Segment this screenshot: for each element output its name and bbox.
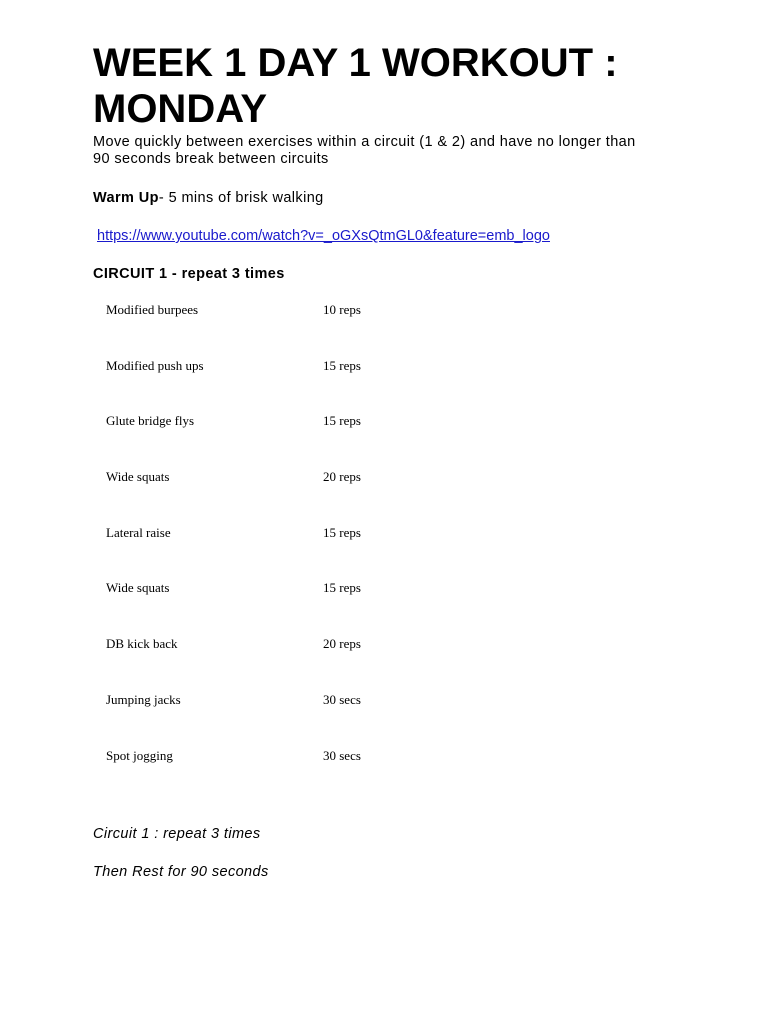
page-title	[93, 40, 693, 132]
exercise-name: DB kick back	[106, 636, 178, 652]
exercise-amount: 15 reps	[323, 357, 361, 373]
intro-line-2: 90 seconds break between circuits	[93, 151, 329, 167]
exercise-amount: 10 reps	[323, 302, 361, 317]
exercise-list	[106, 302, 693, 803]
exercise-row	[106, 413, 693, 469]
exercise-name: Modified burpees	[106, 302, 199, 317]
exercise-name: Modified push ups	[106, 357, 204, 373]
warmup-line	[93, 190, 693, 206]
rest-note: Then Rest for 90 seconds	[93, 864, 269, 881]
exercise-name: Glute bridge flys	[106, 413, 195, 429]
exercise-row	[106, 580, 693, 636]
intro-line-1: Move quickly between exercises within a circuit (1 & 2) and have no longer than	[93, 134, 636, 150]
exercise-row	[106, 302, 693, 358]
document-page	[93, 40, 693, 880]
exercise-amount: 20 reps	[323, 469, 361, 485]
intro-text	[93, 134, 693, 168]
exercise-name: Jumping jacks	[106, 691, 181, 707]
exercise-name: Lateral raise	[106, 524, 171, 540]
exercise-name: Wide squats	[106, 580, 170, 596]
exercise-name: Wide squats	[106, 469, 170, 485]
circuit-heading: CIRCUIT 1 - repeat 3 times	[93, 266, 285, 282]
exercise-amount: 15 reps	[323, 524, 361, 540]
exercise-name: Spot jogging	[106, 747, 173, 763]
exercise-row	[106, 692, 693, 748]
exercise-amount: 15 reps	[323, 413, 361, 429]
exercise-amount: 30 secs	[323, 691, 361, 707]
video-link[interactable]: https://www.youtube.com/watch?v=_oGXsQtmGL0&feature=emb_logo	[97, 228, 550, 244]
exercise-amount: 30 secs	[323, 747, 361, 763]
warmup-text: - 5 mins of brisk walking	[158, 190, 324, 206]
title-line-2: MONDAY	[93, 87, 268, 131]
warmup-label: Warm Up	[93, 190, 159, 206]
exercise-row	[106, 358, 693, 414]
exercise-row	[106, 525, 693, 581]
exercise-row	[106, 469, 693, 525]
exercise-amount: 20 reps	[323, 636, 361, 652]
exercise-row	[106, 636, 693, 692]
title-line-1: WEEK 1 DAY 1 WORKOUT :	[93, 41, 618, 85]
exercise-amount: 15 reps	[323, 580, 361, 596]
circuit-repeat-note: Circuit 1 : repeat 3 times	[93, 826, 261, 843]
exercise-row	[106, 748, 693, 804]
